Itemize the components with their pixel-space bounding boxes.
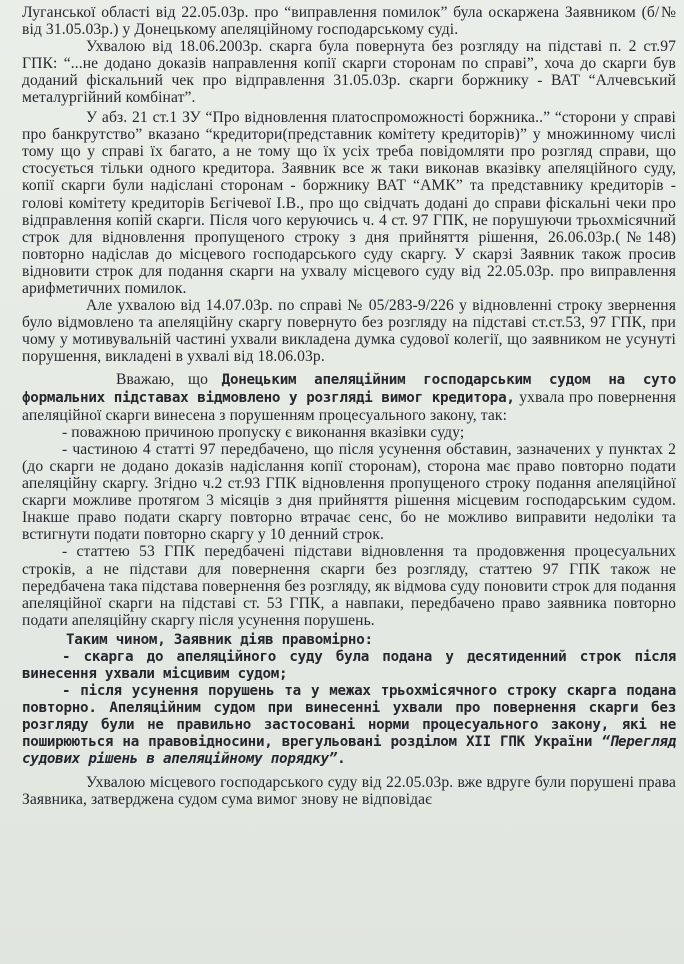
list-item-article-53: - статтею 53 ГПК передбачені підстави відновлення та продовження процесуальних строків, а не підстави для повернення скарги без розгляду, статтею 97 ГПК також не передбачена така підстава повернення без розгляду, як відмова суду поновити строк для подання апеляційної скарги на підставі ст. 53 ГПК, а навпаки, передбачено право заявника повторно подати апеляційну скаргу після усунення порушень. (22, 543, 676, 629)
conclusion-item-resubmitted (22, 683, 676, 768)
paragraph-law-reference: У абз. 21 ст.1 ЗУ “Про відновлення платоспроможності боржника..” “сторони у справі про банкрутство” вказано “кредитори(представник комітету кредиторів)” у множинному числі тому що у справі їх багато, а не тому що їх усіх треба повідомляти про розгляд справи, що стосується тільки одного кредитора. Заявник все ж таки виконав вказівку апеляційного суду, копії скарги були надіслані сторонам - боржнику ВАТ “АМК” та представнику кредиторів - голові комітету кредиторів Бєгічевої І.В., про що свідчать додані до справи фіскальні чеки про відправлення копій скарги. Після чого керуючись ч. 4 ст. 97 ГПК, не порушуючи трьохмісячний строк для відновлення пропущеного строку з дня прийняття рішення, 26.06.03р.(№148) повторно надіслав до місцевого господарського суду скаргу. У скарзі Заявник також просив відновити строк для подання скарги на ухвалу місцевого суду від 22.05.03р. про виправлення арифметичних помилок. (22, 109, 676, 297)
list-item-article-97: - частиною 4 статті 97 передбачено, що після усунення обставин, зазначених у пунктах 2 (до скарги не додано доказів надіслання копії сторонам), сторона має право повторно подати апеляційну скаргу. Згідно ч.2 ст.93 ГПК відновлення пропущеного строку подання апеляційної скарги можливе протягом 3 місяців з дня прийняття рішення місцевим господарським судом. Інакше право подати скаргу повторно втрачає сенс, бо не можливо виправити недоліки та встигнути подати повторно скаргу у 10 денний строк. (22, 441, 676, 544)
paragraph-ruling-july: Але ухвалою від 14.07.03р. по справі № 05/283-9/226 у відновленні строку звернення було відмовлено та апеляційну скаргу повернуто без розгляду на підставі ст.ст.53, 97 ГПК, при чому у мотивувальній частині ухвали викладена думка судової колегії, що заявником не усунуті порушення, викладені в ухвалі від 18.06.03р. (22, 296, 676, 365)
conclusion-item-timely: - скарга до апеляційного суду була подана у десятиденний строк після винесення ухвали місцивим судом; (22, 648, 676, 682)
paragraph-ruling-june: Ухвалою від 18.06.2003р. скарга була повернута без розгляду на підставі п. 2 ст.97 ГПК: “...не додано доказів направлення копії скарги сторонам по справі”, хоча до скарги був доданий фіскальний чек про відправлення 31.05.03р. скарги боржнику - ВАТ “Алчевський металургійний комбінат”. (22, 38, 676, 107)
conclusion-item-resubmitted-bold: - після усунення порушень та у межах трьохмісячного строку скарга подана повторно. Апеляційним судом при винесенні ухвали про повернення скарги без розгляду були не правильно застосовані норми процесуального закону, які не поширюються на правовідносини, врегульовані розділом XII ГПК України (22, 682, 676, 750)
list-item-valid-reason: - поважною причиною пропуску є виконання вказівки суду; (62, 424, 465, 442)
paragraph-opinion-tail: ухвала про повернення апеляційної скарги винесена з порушенням процесуального закону, так: (22, 389, 676, 425)
paragraph-opinion (22, 371, 676, 424)
conclusion-heading: Таким чином, Заявник діяв правомірно: (66, 631, 373, 648)
paragraph-continuation: Луганської області від 22.05.03р. про “виправлення помилок” була оскаржена Заявником (б/№ від 31.05.03р.) у Донецькому апеляційному господарському суді. (22, 4, 676, 39)
paragraph-local-court: Ухвалою місцевого господарського суду від 22.05.03р. вже вдруге були порушені права Заявника, затверджена судом сума вимог знову не відповідає (22, 774, 676, 809)
conclusion-item-resubmitted-tail: . (337, 751, 346, 768)
paragraph-opinion-bold: Донецьким апеляційним господарським судом на суто формальних підставах відмовлено у розгляді вимог кредитора, (22, 371, 676, 407)
paragraph-opinion-lead: Вважаю, що (116, 370, 222, 388)
conclusion-item-resubmitted-section: “Перегляд судових рішень в апеляційному порядку” (22, 733, 676, 768)
document-body (22, 4, 676, 808)
